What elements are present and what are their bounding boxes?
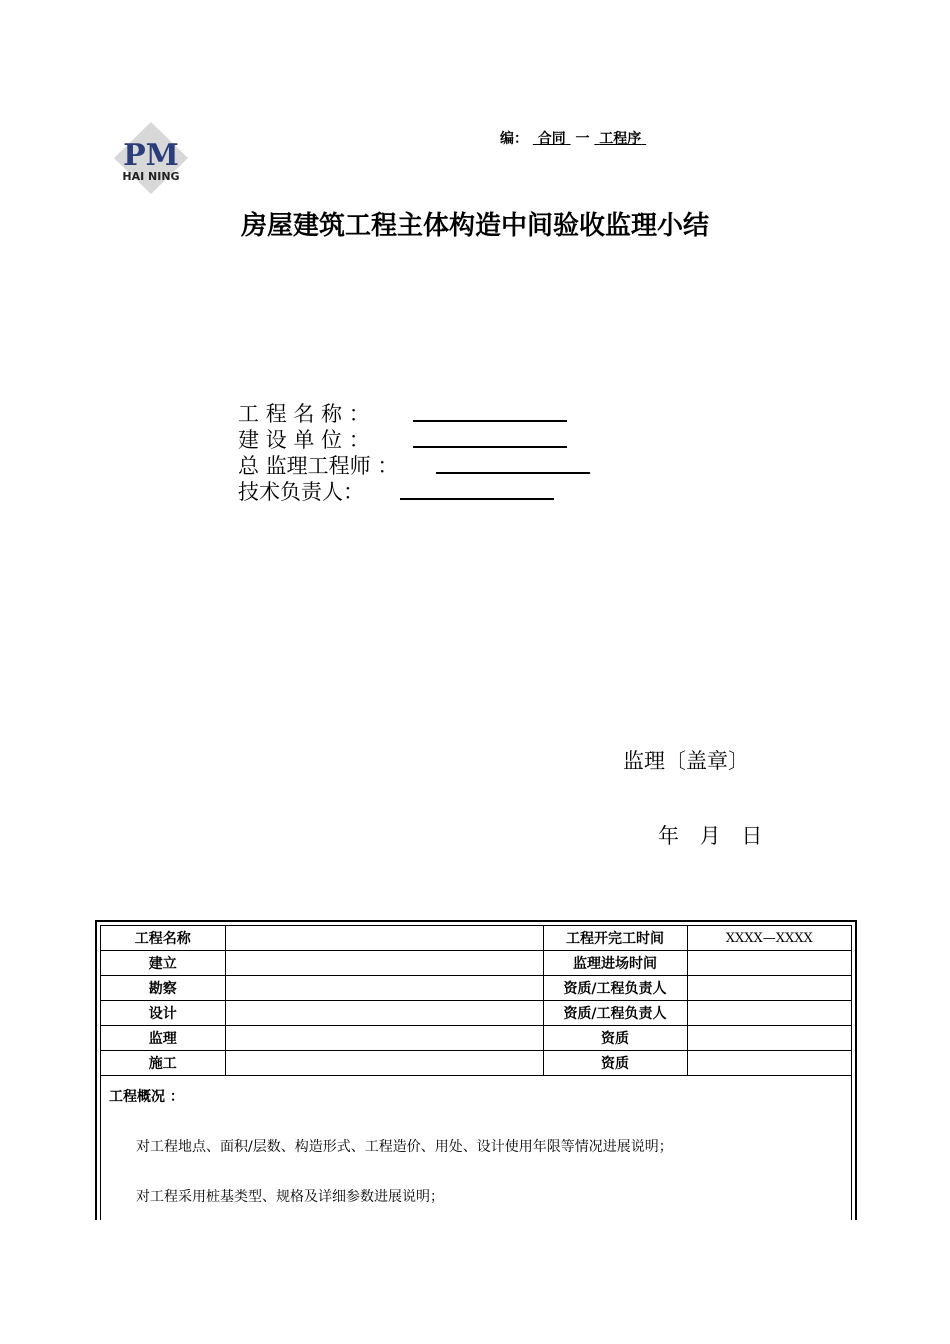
document-code-procedure: 工程序 — [599, 131, 642, 147]
row-value — [225, 976, 543, 1001]
row-label: 施工 — [101, 1051, 225, 1076]
overview-paragraph: 对工程地点、面积/层数、构造形式、工程造价、用处、设计使用年限等情况进展说明； — [136, 1139, 673, 1155]
row-label: 工程名称 — [101, 926, 225, 951]
row-value — [225, 1026, 543, 1051]
row-value — [687, 976, 851, 1001]
row-value — [225, 1051, 543, 1076]
svg-text:PM: PM — [123, 138, 179, 173]
field-label: 技术负责人： — [238, 480, 364, 504]
supervision-stamp: 监理〔盖章〕 — [623, 749, 749, 773]
fill-in-line — [413, 420, 567, 422]
table-row — [101, 926, 851, 951]
document-code-label: 编： — [500, 131, 528, 147]
row-value — [687, 951, 851, 976]
table-row — [101, 976, 851, 1001]
overview-heading: 工程概况 ： — [109, 1089, 184, 1105]
document-code-separator: 一 — [575, 131, 590, 147]
table-row — [101, 951, 851, 976]
project-info-table — [95, 920, 857, 1220]
row-label: 勘察 — [101, 976, 225, 1001]
table-row — [101, 1026, 851, 1051]
svg-text:HAI NING: HAI NING — [122, 170, 180, 183]
document-code — [500, 128, 646, 148]
row-label: 资质/工程负责人 — [543, 976, 687, 1001]
row-value — [225, 926, 543, 951]
fill-in-line — [413, 446, 567, 448]
row-value — [687, 1026, 851, 1051]
field-label: 工 程 名 称 ： — [238, 402, 370, 426]
date-line: 年 月 日 — [658, 824, 763, 848]
row-label: 资质/工程负责人 — [543, 1001, 687, 1026]
row-label: 设计 — [101, 1001, 225, 1026]
page-title: 房屋建筑工程主体构造中间验收监理小结 — [240, 211, 709, 241]
row-label: 建立 — [101, 951, 225, 976]
table-row — [101, 1001, 851, 1026]
fill-in-line — [400, 498, 554, 500]
row-value — [225, 951, 543, 976]
fill-in-line — [436, 472, 590, 474]
field-label: 建 设 单 位 ： — [238, 428, 370, 452]
row-label: 监理 — [101, 1026, 225, 1051]
document-code-contract: 合同 — [537, 131, 566, 147]
table-row — [101, 1051, 851, 1076]
row-value: XXXX—XXXX — [687, 926, 851, 951]
row-value — [687, 1051, 851, 1076]
overview-paragraph: 对工程采用桩基类型、规格及详细参数进展说明； — [136, 1189, 444, 1205]
row-value — [225, 1001, 543, 1026]
field-label: 总 监理工程师 ： — [238, 454, 399, 478]
row-label: 资质 — [543, 1026, 687, 1051]
row-label: 监理进场时间 — [543, 951, 687, 976]
field-technical-lead — [238, 476, 364, 506]
row-label: 工程开完工时间 — [543, 926, 687, 951]
row-label: 资质 — [543, 1051, 687, 1076]
company-logo — [112, 120, 190, 196]
row-value — [687, 1001, 851, 1026]
